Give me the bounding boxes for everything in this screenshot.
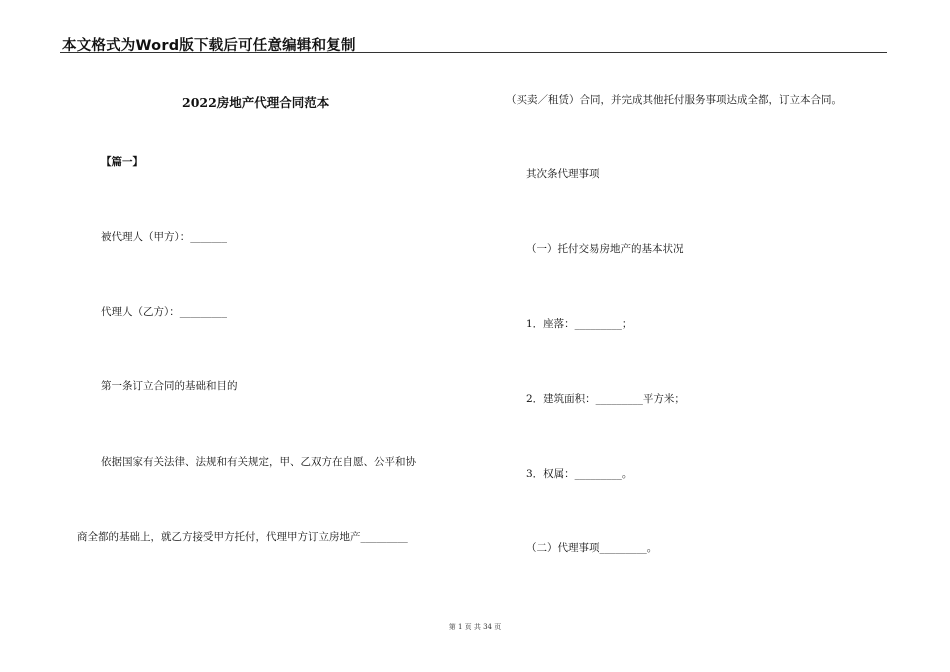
paragraph-line: （买卖／租赁）合同，并完成其他托付服务事项达成全都，订立本合同。 [506,94,842,106]
paragraph-line: 商全都的基础上，就乙方接受甲方托付，代理甲方订立房地产_________ [77,531,408,543]
list-item-area: 2．建筑面积：_________平方米； [526,393,685,405]
subsection-heading: （一）托付交易房地产的基本状况 [526,243,684,255]
paragraph-line: 依据国家有关法律、法规和有关规定，甲、乙双方在自愿、公平和协 [101,456,416,468]
page-number: 第 1 页 共 34 页 [448,623,502,631]
article-two-heading: 其次条代理事项 [526,168,600,180]
document-title: 2022房地产代理合同范本 [182,95,330,110]
principal-party-line: 被代理人（甲方）：_______ [101,231,227,243]
agent-party-line: 代理人（乙方）：_________ [101,306,227,318]
article-one-heading: 第一条订立合同的基础和目的 [101,380,238,392]
section-heading: 【篇一】 [101,156,143,168]
subsection-heading: （二）代理事项_________。 [526,542,658,554]
header-divider [60,52,887,53]
header-banner: 本文格式为Word版下载后可任意编辑和复制 [62,38,356,54]
list-item-location: 1．座落：_________； [526,318,633,330]
list-item-ownership: 3．权属：_________。 [526,468,633,480]
